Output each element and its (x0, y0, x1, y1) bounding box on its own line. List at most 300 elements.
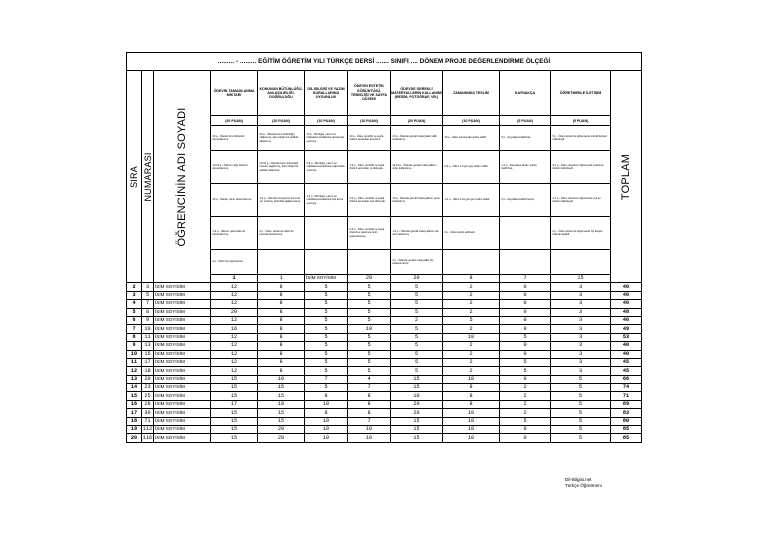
student-name: İSİM SOYİSİM (154, 291, 211, 299)
score-cell: 5 (305, 325, 348, 333)
criterion-level: 1-4 p.- Dil bilgisi, yazım ve noktalama kurallarına çok azına uyulmuş. (305, 184, 348, 217)
criterion-level: 4-6 p.- Ödev, temizlik ve sayfa düzeni açısından orta düzeyde. (348, 184, 391, 217)
score-cell: 5 (500, 367, 551, 375)
criterion-level: 10-19 p.- Ödevde konu bütünlüğü kısmen sağlanmış, konu doğru bir şekilde aktarılmış. (258, 151, 305, 184)
criterion-level: 1-4 p.- Ödev 6-10 gün geç teslim edildi. (443, 184, 500, 217)
score-cell: 3 (551, 291, 611, 299)
score-cell: 20 (391, 400, 443, 408)
criterion-level (500, 250, 551, 275)
score-cell: 5 (305, 384, 348, 392)
numara-cell: 3 (142, 283, 154, 291)
criterion-level: 10 p.- Ödevin yarısı tamamlanmış. (211, 184, 258, 217)
criterion-level: 0 p.- Ödev, tamamen farklı bir konuda hazırlanmış. (258, 217, 305, 250)
score-cell: 5 (551, 400, 611, 408)
score-cell: 8 (258, 342, 305, 350)
criterion-level (443, 250, 500, 275)
score-cell: 8 (443, 275, 500, 283)
score-cell: 5 (391, 367, 443, 375)
student-name: İSİM SOYİSİM (154, 426, 211, 434)
student-row (127, 384, 642, 392)
score-cell: 5 (551, 384, 611, 392)
score-cell: 5 (348, 350, 391, 358)
score-cell: 5 (391, 333, 443, 341)
score-cell: 2 (391, 316, 443, 324)
score-cell: 20 (391, 409, 443, 417)
criterion-level: 1-9 p.- Ödevin yarısından az tamamlanmış. (211, 217, 258, 250)
sira-cell: 5 (127, 308, 142, 316)
score-cell: 3 (551, 300, 611, 308)
score-cell: 15 (211, 375, 258, 383)
student-row (127, 417, 642, 425)
numara-cell: 28 (142, 400, 154, 408)
score-cell: 5 (551, 392, 611, 400)
score-cell: 5 (391, 350, 443, 358)
criterion-level: 11-19 p.- Ödevde gerekli materyallerin çoğu kullanılmış. (391, 151, 443, 184)
score-cell: 5 (348, 300, 391, 308)
score-cell: 2 (500, 384, 551, 392)
total-cell: 74 (611, 384, 642, 392)
student-name: İSİM SOYİSİM (154, 308, 211, 316)
score-cell: 8 (348, 392, 391, 400)
criterion-level: 10 p.- Ödevde gerekli materyallerin yarısı kullanılmış. (391, 184, 443, 217)
score-cell: 8 (258, 283, 305, 291)
footer-site: Dil-Bilgisi.net (565, 477, 592, 482)
score-cell: 10 (348, 426, 391, 434)
criterion-level: 1-9 p.- Ödevde konuyla bir kısmına yer verilmiş, bütünlük sağlanmamış. (258, 184, 305, 217)
student-row (127, 367, 642, 375)
score-cell: 10 (443, 409, 500, 417)
student-name: İSİM SOYİSİM (154, 367, 211, 375)
criterion-points: (20 PUAN) (258, 116, 305, 126)
criterion-points: (10 PUAN) (305, 116, 348, 126)
student-row (127, 358, 642, 366)
numara-cell: 10 (142, 325, 154, 333)
criterion-level: 0 p.- Ödevde gerekli materyaller hiç kullanılmamış. (391, 250, 443, 275)
criterion-level: 0-3 p.- Ödev, temizlik ve sayfa düzenine yeterince özen gösterilmemiş. (348, 217, 391, 250)
score-cell: 5 (305, 283, 348, 291)
student-name: İSİM SOYİSİM (154, 400, 211, 408)
criterion-points: (20 PUAN) (211, 116, 258, 126)
score-cell: 2 (443, 308, 500, 316)
score-cell: 10 (391, 392, 443, 400)
criterion-name: ÖDEVİN ESTETİK GÖRÜNTÜSÜ, TEMİZLİĞİ VE SAYFA DÜZENİ (348, 71, 391, 116)
student-row (127, 375, 642, 383)
score-cell: 15 (211, 417, 258, 425)
score-cell: 5 (348, 283, 391, 291)
criterion-level (258, 250, 305, 275)
score-cell: 12 (211, 342, 258, 350)
student-name: İSİM SOYİSİM (154, 417, 211, 425)
sira-cell: 6 (127, 316, 142, 324)
score-cell: 3 (551, 283, 611, 291)
sira-header: SIRA (127, 71, 142, 283)
student-name: İSİM SOYİSİM (154, 358, 211, 366)
score-cell: 12 (211, 316, 258, 324)
criterion-points: (10 PUAN) (348, 116, 391, 126)
numara-cell: 9 (142, 316, 154, 324)
student-row (127, 283, 642, 291)
total-cell: 45 (611, 367, 642, 375)
score-cell: 8 (258, 333, 305, 341)
score-cell: 15 (391, 434, 443, 442)
criterion-level: 0 p.- Ödev hiç yapılmamış. (211, 250, 258, 275)
score-cell: 15 (211, 384, 258, 392)
student-name: İSİM SOYİSİM (154, 333, 211, 341)
score-cell: 5 (305, 358, 348, 366)
score-cell: 5 (391, 308, 443, 316)
score-cell: 5 (551, 434, 611, 442)
score-cell: 10 (443, 434, 500, 442)
criterion-level (305, 217, 348, 250)
score-cell: 15 (211, 426, 258, 434)
criterion-name: ÖDEVDE GEREKLİ MATERYALLERİN KULLANIMI (RESİM, FOTOĞRAF, VB.) (391, 71, 443, 116)
student-name: İSİM SOYİSİM (154, 350, 211, 358)
total-cell: 40 (611, 291, 642, 299)
score-cell: 3 (551, 325, 611, 333)
score-cell: 10 (348, 325, 391, 333)
score-cell: 0 (500, 375, 551, 383)
score-cell: 12 (211, 333, 258, 341)
score-cell: 5 (391, 358, 443, 366)
score-cell: 12 (211, 291, 258, 299)
score-cell: 20 (258, 434, 305, 442)
score-cell: 3 (551, 367, 611, 375)
score-cell: 5 (391, 300, 443, 308)
student-row (127, 300, 642, 308)
score-cell: 3 (551, 350, 611, 358)
page-title: ......... - ......... EĞİTİM ÖĞRETİM YILI TÜRKÇE DERSİ ....... SINIFI .... DÖNEM PROJE DEĞERLENDİRME ÖLÇEĞİ (127, 53, 642, 71)
student-name: İSİM SOYİSİM (154, 384, 211, 392)
score-cell: 15 (258, 384, 305, 392)
numara-cell: 20 (142, 375, 154, 383)
score-cell: 8 (258, 367, 305, 375)
score-cell: 15 (391, 417, 443, 425)
score-cell: 10 (443, 375, 500, 383)
student-name: İSİM SOYİSİM (154, 434, 211, 442)
student-name: İSİM SOYİSİM (154, 316, 211, 324)
score-cell: 5 (305, 367, 348, 375)
score-cell: 8 (258, 316, 305, 324)
criterion-level: 20 p.- Ödevde gerekli materyaller etkili kullanılmış. (391, 126, 443, 151)
score-cell: 15 (391, 426, 443, 434)
score-cell: 5 (348, 358, 391, 366)
criterion-level: 5-9 p.- Dil bilgisi, yazım ve noktalama kurallarına çoğunlukla uyulmuş. (305, 151, 348, 184)
score-cell: 3 (551, 316, 611, 324)
student-row (127, 316, 642, 324)
score-cell: 15 (391, 384, 443, 392)
score-cell: 20 (391, 275, 443, 283)
criterion-name: KONUNUN BÜTÜNLÜĞÜ, ANLAŞILIRLIĞI, DOĞRULUĞU (258, 71, 305, 116)
score-cell: 5 (305, 342, 348, 350)
score-cell: 7 (305, 375, 348, 383)
footer (565, 477, 602, 490)
criterion-level (348, 250, 391, 275)
score-cell: 5 (500, 417, 551, 425)
student-row (127, 291, 642, 299)
score-cell: 5 (305, 316, 348, 324)
criterion-name: ÖDEVİN TAMAMLANMA MİKTARI (211, 71, 258, 116)
score-cell: 2 (500, 392, 551, 400)
criterion-level: 13-19 p.- Ödevin çoğu bölümü tamamlanmış. (211, 151, 258, 184)
score-cell: 5 (348, 308, 391, 316)
numara-cell: 18 (142, 367, 154, 375)
score-cell: 4 (348, 375, 391, 383)
sira-cell: 20 (127, 434, 142, 442)
score-cell: 8 (258, 291, 305, 299)
sira-cell: 8 (127, 333, 142, 341)
score-cell: 10 (305, 434, 348, 442)
numara-cell: 7 (142, 300, 154, 308)
score-cell: 10 (305, 400, 348, 408)
student-name: İSİM SOYİSİM (154, 392, 211, 400)
score-cell: 2 (500, 409, 551, 417)
score-cell: 15 (258, 409, 305, 417)
total-cell: 53 (611, 333, 642, 341)
criterion-level (551, 250, 611, 275)
sira-cell: 12 (127, 367, 142, 375)
student-row (127, 409, 642, 417)
total-cell: 85 (611, 426, 642, 434)
student-name: İSİM SOYİSİM (154, 325, 211, 333)
total-cell: 49 (611, 325, 642, 333)
numara-cell: 17 (142, 358, 154, 366)
student-row (127, 325, 642, 333)
toplam-header: TOPLAM (611, 71, 642, 283)
numara-cell: 11 (142, 333, 154, 341)
total-cell: 71 (611, 392, 642, 400)
score-cell: 5 (305, 350, 348, 358)
criterion-level: 1-9 p.- Ödevde gerekli materyallerin çok azı kullanılmış. (391, 217, 443, 250)
score-cell: 2 (443, 283, 500, 291)
score-cell: 5 (348, 367, 391, 375)
score-cell: 5 (551, 409, 611, 417)
score-cell: 10 (443, 333, 500, 341)
score-cell: 0 (500, 291, 551, 299)
numara-cell: 71 (142, 417, 154, 425)
score-cell: 16 (211, 325, 258, 333)
numara-cell: 1 (258, 275, 305, 283)
score-cell: 0 (500, 300, 551, 308)
ad-soyad-header: ÖĞRENCİNİN ADI SOYADI (154, 71, 211, 283)
score-cell: 12 (211, 350, 258, 358)
evaluation-sheet (126, 52, 641, 443)
score-cell: 8 (258, 358, 305, 366)
score-cell: 5 (348, 333, 391, 341)
score-cell: 0 (500, 434, 551, 442)
score-cell: 7 (348, 384, 391, 392)
sira-cell: 11 (127, 358, 142, 366)
score-cell: 2 (443, 300, 500, 308)
score-cell: 15 (258, 417, 305, 425)
score-cell: 5 (305, 291, 348, 299)
score-cell: 8 (305, 392, 348, 400)
score-cell: 0 (500, 308, 551, 316)
numara-cell: 15 (142, 350, 154, 358)
score-cell: 5 (551, 417, 611, 425)
score-cell: 10 (348, 434, 391, 442)
criterion-level: 3-4 p.- Ödev sürecince öğretmenle yeterince iletişim halindeydi. (551, 151, 611, 184)
criterion-level: 10 p.- Ödev, temizlik ve sayfa düzeni açısından kusursuz. (348, 126, 391, 151)
score-cell: 0 (500, 350, 551, 358)
criterion-points: (5 PUAN) (551, 116, 611, 126)
criterion-level: 10 p.- Ödev zamanında teslim edildi. (443, 126, 500, 151)
score-cell: 8 (443, 400, 500, 408)
total-cell: 40 (611, 350, 642, 358)
score-cell: 15 (551, 275, 611, 283)
score-cell: 8 (305, 409, 348, 417)
score-cell: 5 (391, 283, 443, 291)
score-cell: 12 (211, 300, 258, 308)
total-cell: 45 (611, 358, 642, 366)
numara-cell: 23 (142, 384, 154, 392)
sira-cell: 17 (127, 409, 142, 417)
criterion-level (305, 250, 348, 275)
score-cell: 5 (443, 316, 500, 324)
score-cell: 5 (391, 342, 443, 350)
score-cell: 15 (391, 375, 443, 383)
score-cell: 2 (500, 400, 551, 408)
total-cell: 85 (611, 434, 642, 442)
student-row (127, 392, 642, 400)
numara-cell: 5 (142, 291, 154, 299)
score-cell: 5 (305, 300, 348, 308)
sira-cell: 2 (127, 283, 142, 291)
total-cell: 40 (611, 283, 642, 291)
student-name: İSİM SOYİSİM (154, 300, 211, 308)
criterion-level: 5-9 p.- Ödev 1-5 gün geç teslim edildi. (443, 151, 500, 184)
score-cell: 2 (443, 325, 500, 333)
score-cell: 15 (258, 392, 305, 400)
sira-cell: 3 (127, 291, 142, 299)
sira-cell: 18 (127, 417, 142, 425)
score-cell: 2 (443, 291, 500, 299)
total-cell: 40 (611, 342, 642, 350)
numara-cell: 25 (142, 392, 154, 400)
total-cell: 80 (611, 417, 642, 425)
sira-cell: 15 (127, 392, 142, 400)
score-cell: 5 (348, 316, 391, 324)
sira-cell: 9 (127, 342, 142, 350)
score-cell: 2 (443, 367, 500, 375)
score-cell: 0 (500, 283, 551, 291)
numara-cell: 13 (142, 342, 154, 350)
criterion-level: 10 p.- Dil bilgisi, yazım ve noktalama kurallarına tamamıyla uyulmuş. (305, 126, 348, 151)
criterion-level: 0 p.- Ödev sürecince öğretmenle hiç iletişim halinde değildi. (551, 217, 611, 250)
score-cell: 8 (258, 300, 305, 308)
numara-cell: 112 (142, 426, 153, 433)
criterion-name: ÖĞRETMENLE İLETİŞİM (551, 71, 611, 116)
total-cell: 89 (611, 400, 642, 408)
score-cell: 7 (500, 275, 551, 283)
total-cell: 83 (611, 409, 642, 417)
score-cell: 12 (211, 358, 258, 366)
score-cell: 5 (551, 426, 611, 434)
score-cell: 2 (443, 350, 500, 358)
criterion-level: 5 p.- Kaynakça belirtilmiş. (500, 126, 551, 151)
sira-cell: 14 (127, 384, 142, 392)
total-cell: 40 (611, 316, 642, 324)
criterion-name: DİL BİLGİSİ VE YAZIM KURALLARINA UYGUNLUK (305, 71, 348, 116)
student-row (127, 342, 642, 350)
score-cell: 8 (258, 308, 305, 316)
score-cell: 10 (305, 417, 348, 425)
score-cell: 15 (211, 434, 258, 442)
score-cell: 10 (258, 375, 305, 383)
criterion-level: 0 p.- Ödev teslim edilmedi. (443, 217, 500, 250)
student-row (127, 400, 642, 408)
criterion-level: 20 p.- Ödevde konu bütünlüğü sağlanmış, konu doğru bir şekilde aktarılmış. (258, 126, 305, 151)
criterion-name: ZAMANINDA TESLİM (443, 71, 500, 116)
numara-cell: 8 (142, 308, 154, 316)
student-row (127, 434, 642, 442)
score-cell: 8 (348, 409, 391, 417)
total-cell: 40 (611, 300, 642, 308)
criterion-level (500, 217, 551, 250)
student-name: İSİM SOYİSİM (154, 375, 211, 383)
score-cell: 12 (211, 367, 258, 375)
score-cell: 5 (348, 342, 391, 350)
criterion-points: (5 PUAN) (500, 116, 551, 126)
numara-cell: 30 (142, 409, 154, 417)
score-cell: 8 (258, 350, 305, 358)
score-cell: 20 (258, 426, 305, 434)
criterion-level: 0 p.- Kaynakça belirtilmemiş. (500, 184, 551, 217)
score-cell: 18 (258, 400, 305, 408)
score-cell: 5 (500, 358, 551, 366)
score-cell: 5 (500, 333, 551, 341)
score-cell: 5 (305, 333, 348, 341)
score-cell: 3 (551, 308, 611, 316)
score-cell: 2 (443, 358, 500, 366)
score-cell: 15 (211, 392, 258, 400)
score-cell: 2 (443, 342, 500, 350)
sira-cell: 16 (127, 400, 142, 408)
student-row (127, 333, 642, 341)
criterion-level: 7-9 p.- Ödev, temizlik ve sayfa düzeni açısından iyi düzeyde. (348, 151, 391, 184)
criterion-level: 1-4 p.- Kaynakça eksik / yanlış belirtilmiş. (500, 151, 551, 184)
sira-cell: 10 (127, 350, 142, 358)
score-cell: 0 (500, 325, 551, 333)
sira-cell: 4 (127, 300, 142, 308)
sira-cell: 1 (211, 275, 258, 283)
score-cell: 3 (551, 358, 611, 366)
score-cell: 5 (391, 325, 443, 333)
score-cell: 5 (551, 375, 611, 383)
score-cell: 5 (305, 308, 348, 316)
score-cell: 10 (443, 417, 500, 425)
footer-author: Türkçe Öğretmeni (565, 483, 602, 489)
score-cell: 10 (305, 426, 348, 434)
score-cell: 15 (211, 409, 258, 417)
criterion-level: 20 p.- Ödevin tüm bölümleri tamamlanmış. (211, 126, 258, 151)
score-cell: 20 (211, 308, 258, 316)
score-cell: 0 (500, 426, 551, 434)
score-cell: 8 (443, 392, 500, 400)
numara-cell: 116 (142, 434, 153, 441)
student-row (127, 350, 642, 358)
score-cell: 3 (551, 333, 611, 341)
score-cell: 0 (500, 342, 551, 350)
score-cell: 5 (348, 291, 391, 299)
evaluation-table (126, 52, 642, 443)
score-cell: 5 (391, 291, 443, 299)
score-cell: 8 (258, 325, 305, 333)
criterion-level: 1-2 p.- Ödev sürecince öğretmenle çok az iletişim halindeydi. (551, 184, 611, 217)
sira-cell: 19 (127, 426, 142, 434)
criterion-points: (10 PUAN) (443, 116, 500, 126)
sira-cell: 7 (127, 325, 142, 333)
student-name: İSİM SOYİSİM (154, 283, 211, 291)
